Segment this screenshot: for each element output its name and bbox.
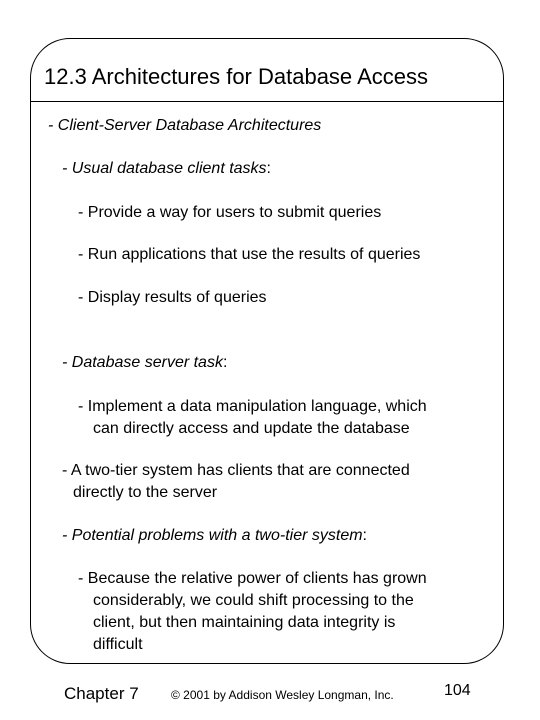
server-task-colon: : bbox=[222, 354, 228, 371]
problems-label: - Potential problems with a two-tier system bbox=[62, 527, 363, 544]
client-tasks-heading bbox=[62, 158, 271, 180]
two-tier-statement-cont: directly to the server bbox=[73, 484, 218, 501]
client-tasks-label: - Usual database client tasks bbox=[62, 160, 267, 177]
footer-copyright: © 2001 by Addison Wesley Longman, Inc. bbox=[171, 688, 394, 702]
footer-page-number: 104 bbox=[444, 682, 471, 699]
client-tasks-colon: : bbox=[266, 160, 271, 177]
section-heading: - Client-Server Database Architectures bbox=[48, 117, 322, 134]
problems-heading bbox=[62, 525, 367, 547]
client-task-item: - Display results of queries bbox=[78, 289, 267, 306]
server-task-heading bbox=[62, 352, 227, 374]
client-task-item: - Run applications that use the results of queries bbox=[78, 246, 421, 263]
two-tier-statement: - A two-tier system has clients that are connected bbox=[62, 462, 410, 479]
title-divider bbox=[31, 101, 503, 102]
footer-chapter: Chapter 7 bbox=[64, 684, 139, 703]
server-task-label: - Database server task bbox=[62, 354, 223, 371]
problem-item-cont: client, but then maintaining data integrity is bbox=[93, 614, 396, 631]
slide-title: 12.3 Architectures for Database Access bbox=[44, 64, 428, 89]
problem-item-cont: difficult bbox=[93, 636, 143, 653]
server-task-item: - Implement a data manipulation language, which bbox=[78, 398, 427, 415]
problems-colon: : bbox=[362, 527, 367, 544]
server-task-item-cont: can directly access and update the database bbox=[93, 420, 410, 437]
problem-item: - Because the relative power of clients has grown bbox=[78, 570, 427, 587]
client-task-item: - Provide a way for users to submit queries bbox=[78, 204, 382, 221]
problem-item-cont: considerably, we could shift processing to the bbox=[93, 592, 414, 609]
